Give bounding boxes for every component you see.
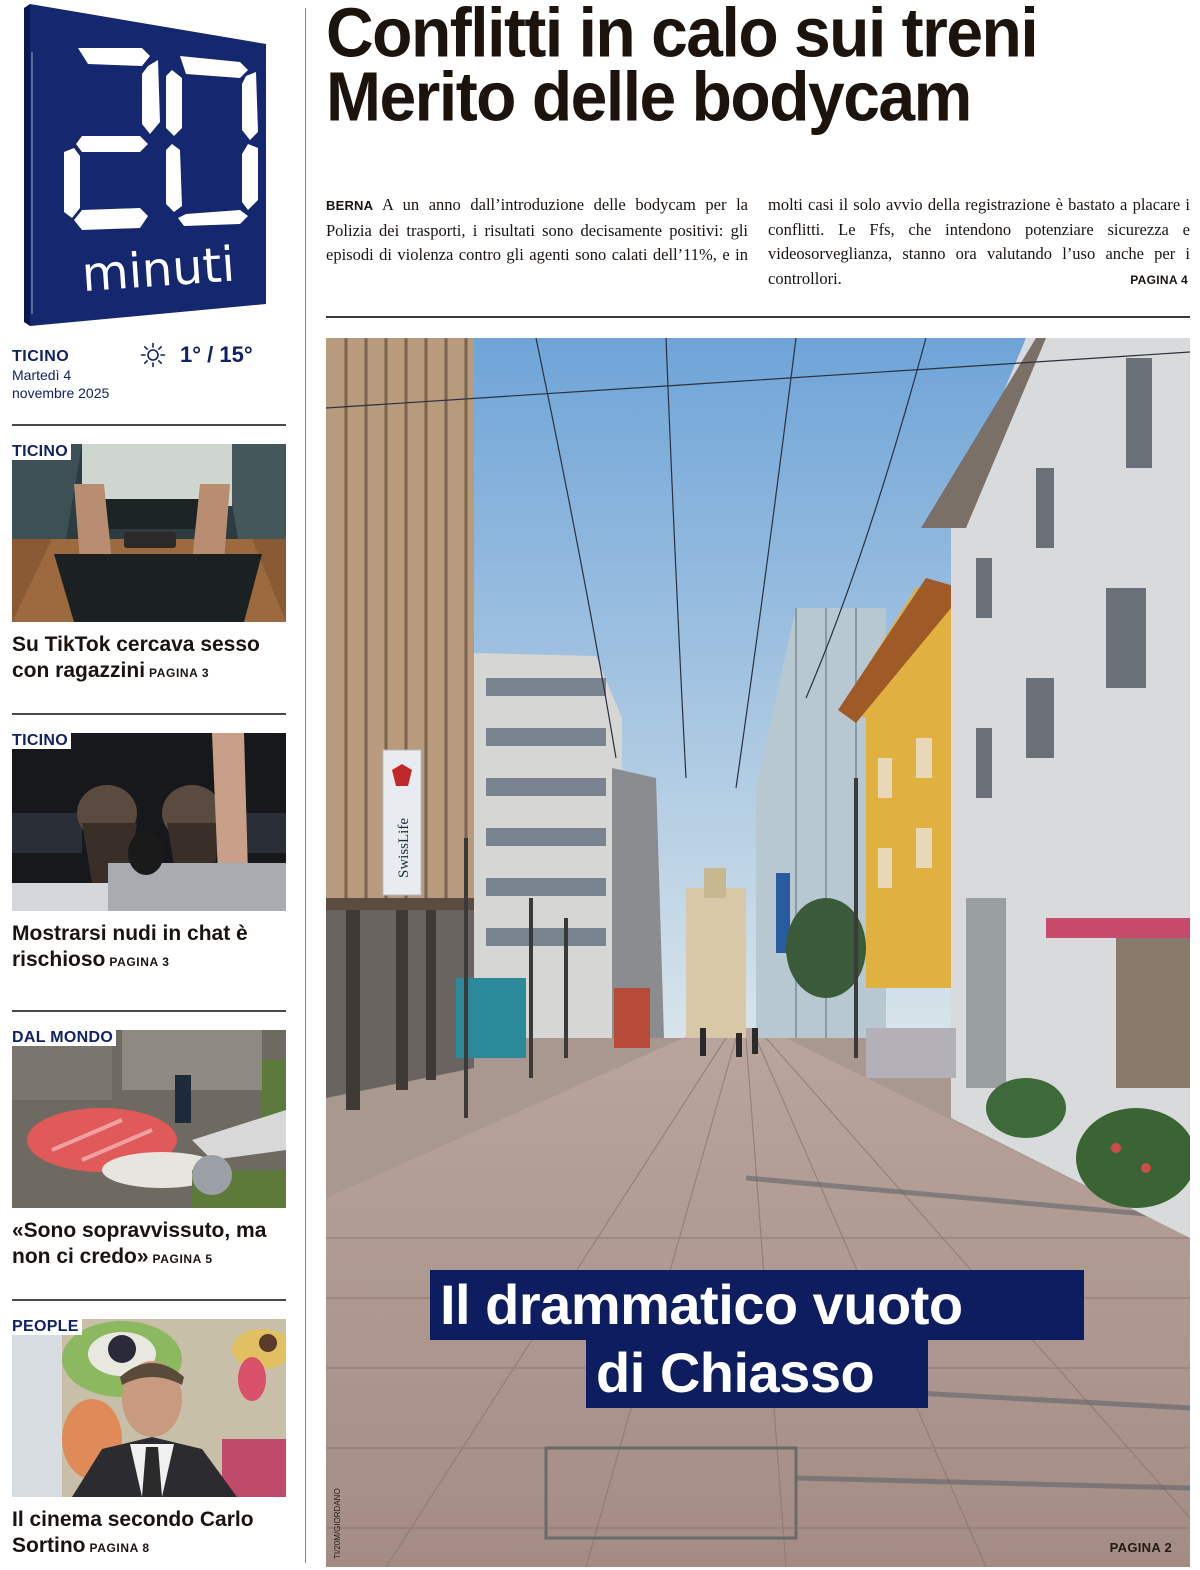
sidebar-story-4[interactable] <box>12 1319 286 1561</box>
lead-headline[interactable] <box>326 0 1196 136</box>
story-section-tag: PEOPLE <box>12 1319 82 1335</box>
cover-title-line-2: di Chiasso <box>586 1338 928 1408</box>
headline-line-1: Conflitti in calo sui treni <box>326 0 1038 72</box>
sidebar-story-3[interactable] <box>12 1030 286 1272</box>
sidebar-story-1[interactable] <box>12 444 286 686</box>
sidebar-story-2[interactable] <box>12 733 286 975</box>
masthead-logo[interactable] <box>22 4 268 328</box>
edition-region: TICINO <box>12 348 70 365</box>
plane-wreckage-photo[interactable] <box>12 1030 286 1208</box>
edition-date-line2: novembre 2025 <box>12 385 110 401</box>
lead-body: A un anno dall’introduzione delle bodycam per la Polizia dei trasporti, i risultati sono decisamente positivi: gli episodi di violenza contro gli agenti sono calati dell’11%, e in molti casi il solo avvio della registrazione è bastato a placare i conflitti. Le Ffs, che intendono potenziare sicurezza e videosorveglianza, stanno ora valutando l’uso anche per i controllori. <box>326 195 1190 288</box>
divider <box>12 713 286 715</box>
divider <box>326 316 1190 318</box>
cover-title-line-1: Il drammatico vuoto <box>430 1270 1084 1340</box>
photo-credit: TI/20M/GIORDANO <box>333 1488 342 1559</box>
page-reference: PAGINA 8 <box>89 1541 150 1555</box>
column-divider <box>305 8 306 1563</box>
page-reference: PAGINA 3 <box>149 666 210 680</box>
story-headline[interactable]: «Sono sopravvissuto, ma non ci credo» PAGINA 5 <box>12 1219 267 1268</box>
headline-line-2: Merito delle bodycam <box>326 57 971 136</box>
page-reference: PAGINA 3 <box>109 955 170 969</box>
weather-widget <box>140 342 253 368</box>
lead-page-reference[interactable]: PAGINA 4 <box>1130 273 1188 287</box>
story-headline[interactable]: Mostrarsi nudi in chat è rischioso PAGINA 3 <box>12 922 248 971</box>
carlo-sortino-portrait-photo[interactable] <box>12 1319 286 1497</box>
temperature-range: 1° / 15° <box>180 342 253 367</box>
story-section-tag: TICINO <box>12 444 71 460</box>
cover-page-reference[interactable]: PAGINA 2 <box>1109 1540 1172 1555</box>
sidebar <box>0 0 300 1570</box>
lead-summary <box>326 193 1190 291</box>
20-minuti-logo-icon <box>22 4 268 328</box>
edition-date-line1: Martedì 4 <box>12 367 72 383</box>
story-section-tag: TICINO <box>12 733 71 749</box>
divider <box>12 424 286 426</box>
story-section-tag: DAL MONDO <box>12 1030 116 1046</box>
story-headline[interactable]: Il cinema secondo Carlo Sortino PAGINA 8 <box>12 1508 254 1557</box>
man-with-laptop-photo[interactable] <box>12 444 286 622</box>
woman-webcam-photo[interactable] <box>12 733 286 911</box>
svg-text:minuti: minuti <box>79 236 237 304</box>
sun-icon <box>140 342 166 368</box>
svg-text:SwissLife: SwissLife <box>396 818 412 878</box>
cover-photo-chiasso-street[interactable] <box>326 338 1190 1567</box>
divider <box>12 1010 286 1012</box>
story-headline[interactable]: Su TikTok cercava sesso con ragazzini PAGINA 3 <box>12 633 260 682</box>
divider <box>12 1299 286 1301</box>
dateline: BERNA <box>326 198 374 213</box>
page-reference: PAGINA 5 <box>152 1252 213 1266</box>
